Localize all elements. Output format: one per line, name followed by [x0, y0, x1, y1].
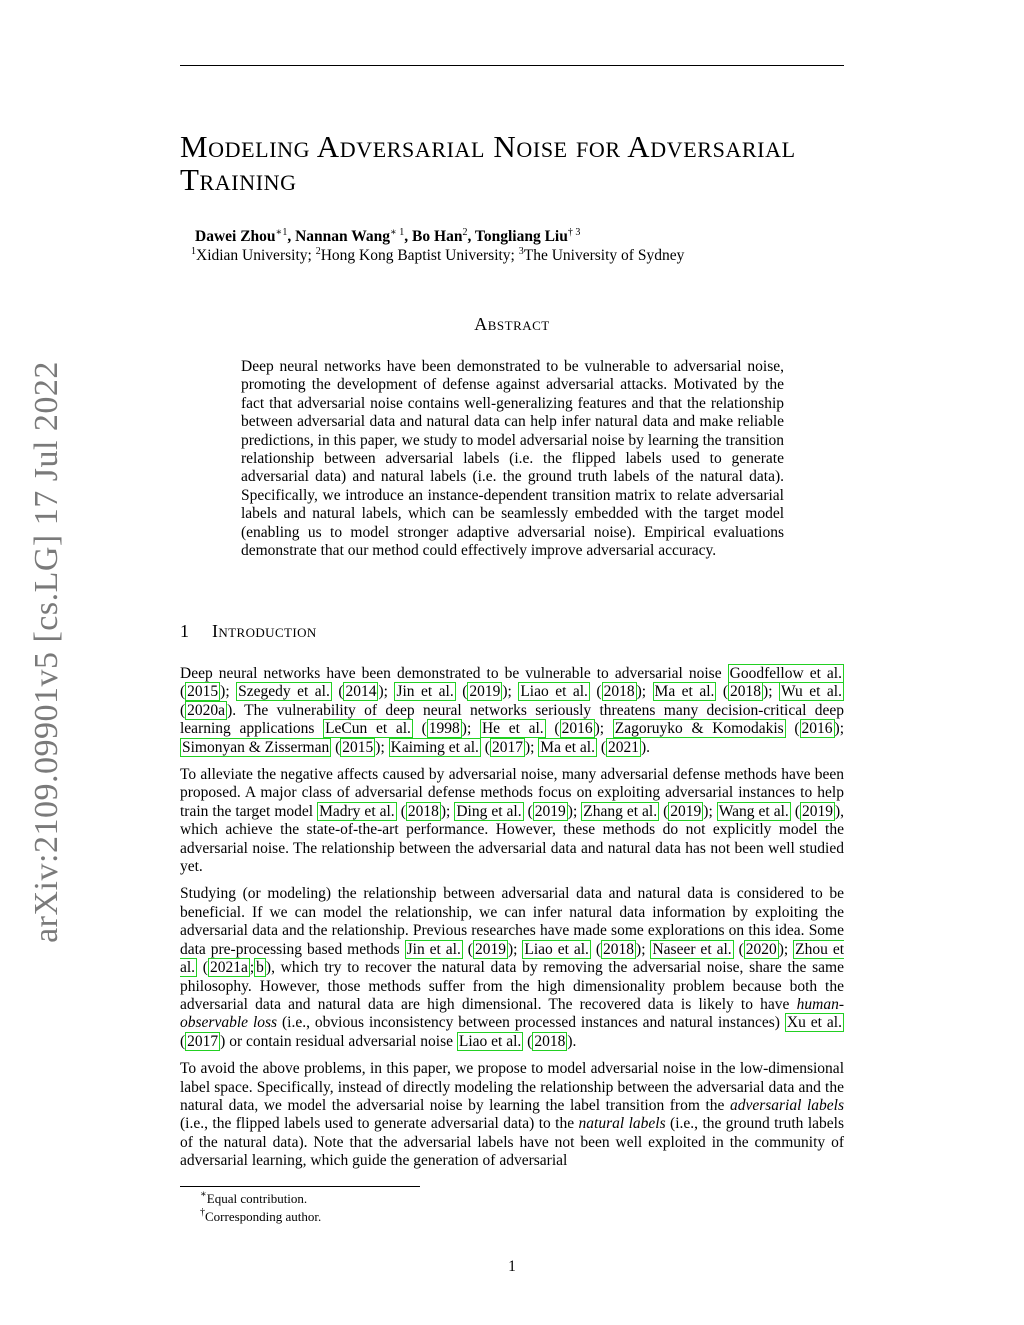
text-run: ); — [636, 683, 653, 701]
citation-link[interactable]: Zhou et al. — [180, 940, 845, 977]
page-number: 1 — [508, 1258, 516, 1275]
text-run: ( — [790, 802, 800, 820]
affiliation: The University of Sydney — [523, 247, 685, 264]
text-run: ); — [834, 720, 845, 738]
text-run: ( — [716, 683, 729, 701]
citation-link[interactable]: Ding et al. — [456, 802, 522, 820]
text-run: ); — [461, 720, 480, 738]
text-run: ( — [197, 959, 208, 977]
citation-link[interactable]: 2019 — [469, 683, 501, 701]
author-mark: 2 — [462, 227, 468, 238]
footnote — [200, 1208, 321, 1226]
text-run: ( — [480, 738, 490, 756]
affil-mark: 3 — [518, 246, 524, 257]
author: Bo Han — [412, 228, 463, 245]
text-run: ( — [785, 720, 800, 738]
text-run: ( — [331, 738, 341, 756]
author: Dawei Zhou — [195, 228, 276, 245]
text-run: ( — [462, 940, 473, 958]
citation-link[interactable]: He et al. — [481, 720, 544, 738]
text-run: ), which try to recover the natural data by removing the adversarial noise, share the same philosophy. However, those methods suffer from the high dimensionality problem because both the adversarial data and natural data are high dimensional. The recovered data is likely to have — [180, 959, 844, 1013]
text-run: ); — [524, 738, 539, 756]
citation-link[interactable]: 2021 — [608, 738, 639, 756]
footnote-text: Corresponding author. — [205, 1209, 322, 1224]
text-run: ); — [763, 683, 779, 701]
paragraph — [180, 766, 844, 876]
emphasis-text: adversarial labels — [729, 1096, 845, 1114]
text-run: ). — [567, 1032, 577, 1050]
citation-link[interactable]: b — [256, 959, 264, 977]
text-run: ), which achieve the state-of-the-art performance. However, these methods do not explicitly model the adversarial noise. The relationship between the adversarial data and natural data has not been well studied yet. — [180, 802, 845, 876]
text-run: ( — [523, 1032, 533, 1050]
text-run: ( — [180, 1032, 186, 1050]
citation-link[interactable]: Xu et al. — [786, 1014, 842, 1032]
text-run: ( — [396, 802, 406, 820]
citation-link[interactable]: 2015 — [187, 683, 219, 701]
citation-link[interactable]: Wu et al. — [781, 683, 842, 701]
citation-link[interactable]: 2019 — [474, 940, 506, 958]
footnote-mark: † — [200, 1207, 205, 1218]
text-run: ); — [567, 802, 582, 820]
citation-link[interactable]: 2018 — [603, 940, 635, 958]
citation-link[interactable]: Kaiming et al. — [390, 738, 479, 756]
text-run: ( — [590, 940, 602, 958]
citation-link[interactable]: 2018 — [603, 683, 635, 701]
text-run: ( — [412, 720, 427, 738]
text-run: (i.e., the flipped labels used to generate adversarial data) to the — [180, 1115, 579, 1133]
text-run: ( — [455, 683, 468, 701]
citation-link[interactable]: Zhang et al. — [583, 802, 658, 820]
text-run: ( — [545, 720, 560, 738]
text-run: Deep neural networks have been demonstrated to be vulnerable to adversarial noise — [180, 665, 728, 682]
paragraph — [180, 1060, 844, 1170]
citation-link[interactable]: 2018 — [534, 1032, 566, 1050]
section-title: Introduction — [212, 621, 317, 641]
abstract-text: Deep neural networks have been demonstrated to be vulnerable to adversarial noise, promoting the development of defense against adversarial attacks. Motivated by the fact that adversarial noise contains well-generalizing features and that the relationship between adversarial data and natural data can help infer natural data and make reliable predictions, in this paper, we study to model adversarial noise by learning the transition relationship between adversarial labels (i.e. the flipped labels used to generate adversarial data) and natural labels (i.e. the ground truth labels of the natural data). Specifically, we introduce an instance-dependent transition matrix to relate adversarial labels and natural labels, which can be seamlessly embedded with the target model (enabling us to model stronger adaptive adversarial noise). Empirical evaluations demonstrate that our method could effectively improve adversarial accuracy. — [241, 358, 784, 560]
citation-link[interactable]: Szegedy et al. — [238, 683, 330, 701]
citation-link[interactable]: Jin et al. — [396, 683, 454, 701]
citation-link[interactable]: Ma et al. — [540, 738, 595, 756]
affiliation: Xidian University; — [196, 247, 312, 264]
text-run: ). The vulnerability of deep neural networks seriously threatens many decision-critical deep learning applications — [180, 701, 844, 738]
citation-link[interactable]: 2020a — [187, 701, 226, 719]
citation-link[interactable]: 2017 — [491, 738, 523, 756]
author-mark: ∗ 1 — [390, 227, 405, 238]
abstract-heading: Abstract — [474, 314, 550, 334]
text-run: ( — [331, 683, 344, 701]
affiliation-list — [191, 247, 684, 265]
citation-link[interactable]: Wang et al. — [718, 802, 789, 820]
citation-link[interactable]: Goodfellow et al. — [729, 665, 842, 682]
paragraph — [180, 885, 844, 1051]
citation-link[interactable]: 1998 — [428, 720, 460, 738]
text-run: Studying (or modeling) the relationship between adversarial data and natural data is considered to be beneficial. If we can model the relationship, we can infer natural data information by exploiting the adversarial data and the relationship. Previous researches have made some explorations on this idea. Some data pre-processing based methods — [180, 885, 844, 958]
affil-mark: 1 — [191, 246, 196, 257]
emphasis-text: natural labels — [578, 1115, 666, 1133]
citation-link[interactable]: 2017 — [187, 1032, 219, 1050]
text-run: ); — [502, 683, 519, 701]
text-run: ) or contain residual adversarial noise — [220, 1032, 457, 1050]
citation-link[interactable]: 2014 — [345, 683, 377, 701]
author: Nannan Wang — [295, 228, 390, 245]
emphasis-text: human-observable loss — [180, 995, 844, 1032]
text-run: ); — [440, 802, 455, 820]
citation-link[interactable]: 2018 — [730, 683, 762, 701]
header-rule — [180, 65, 844, 66]
paragraph — [180, 665, 844, 757]
author: Tongliang Liu — [474, 228, 568, 245]
footnote-mark: ∗ — [200, 1189, 207, 1200]
body-text — [180, 665, 844, 1180]
paper-title: Modeling Adversarial Noise for Adversarial Training — [180, 129, 796, 197]
citation-link[interactable]: Liao et al. — [458, 1032, 522, 1050]
text-run: ); — [507, 940, 523, 958]
citation-link[interactable]: LeCun et al. — [325, 720, 411, 738]
affiliation: Hong Kong Baptist University; — [320, 247, 515, 264]
text-run: ); — [636, 940, 651, 958]
citation-link[interactable]: 2016 — [801, 720, 833, 738]
citation-link[interactable]: Madry et al. — [319, 802, 395, 820]
citation-link[interactable]: Simonyan & Zisserman — [182, 738, 330, 756]
text-run: ( — [659, 802, 669, 820]
citation-link[interactable]: 2016 — [561, 720, 593, 738]
affil-mark: 2 — [315, 246, 321, 257]
text-run: ( — [589, 683, 602, 701]
citation-link[interactable]: Liao et al. — [524, 940, 589, 958]
author-mark: † 3 — [567, 227, 581, 238]
citation-link[interactable]: 2020 — [745, 940, 777, 958]
citation-link[interactable]: 2019 — [534, 802, 566, 820]
citation-link[interactable]: 2019 — [670, 802, 702, 820]
citation-link[interactable]: 2021a — [209, 959, 248, 977]
text-run: ); — [378, 683, 395, 701]
text-run: ); — [220, 683, 237, 701]
citation-link[interactable]: 2015 — [342, 738, 374, 756]
text-run: ); — [375, 738, 389, 756]
arxiv-id: arXiv:2109.09901v5 [cs.LG] 17 Jul 2022 — [28, 361, 65, 943]
citation-link[interactable]: 2019 — [801, 802, 833, 820]
text-run: ( — [596, 738, 606, 756]
text-run: ( — [180, 683, 186, 701]
author-mark: ∗1 — [275, 227, 288, 238]
text-run: ; — [249, 959, 255, 977]
footnote — [200, 1190, 321, 1208]
citation-link[interactable]: Liao et al. — [520, 683, 588, 701]
text-run: ( — [180, 701, 186, 719]
section-heading — [180, 621, 317, 642]
text-run: To alleviate the negative affects caused by adversarial noise, many adversarial defense methods have been proposed. A major class of adversarial defense methods focus on exploiting adversarial instances to help train the target model — [180, 766, 844, 820]
section-number: 1 — [180, 621, 190, 641]
text-run: ); — [594, 720, 613, 738]
citation-link[interactable]: Jin et al. — [406, 940, 461, 958]
author-list: Dawei Zhou$^{∗1}$, Nannan Wang$^{∗ 1}$, Bo Han$^2$, Tongliang Liu$^{\dagger 3}$ — [195, 227, 581, 245]
citation-link[interactable]: Zagoruyko & Komodakis — [614, 720, 784, 738]
text-run: ( — [523, 802, 533, 820]
footnote-rule — [180, 1186, 420, 1187]
footnote-text: Equal contribution. — [206, 1191, 308, 1206]
footnotes — [200, 1190, 321, 1226]
citation-link[interactable]: 2018 — [407, 802, 439, 820]
citation-link[interactable]: Ma et al. — [654, 683, 715, 701]
text-run: ); — [703, 802, 717, 820]
text-run: ); — [778, 940, 794, 958]
text-run: (i.e., obvious inconsistency between processed instances and natural instances) — [277, 1014, 785, 1032]
text-run: To avoid the above problems, in this paper, we propose to model adversarial noise in the low-dimensional label space. Specifically, instead of directly modeling the relationship between the adversarial data and the natural data, we model the adversarial noise by learning the label transition from the — [180, 1060, 844, 1114]
text-run: ( — [733, 940, 744, 958]
citation-link[interactable]: Naseer et al. — [652, 940, 732, 958]
text-run: ). — [641, 738, 651, 756]
text-run: (i.e., the ground truth labels of the natural data). Note that the adversarial labels have not been well exploited in the community of adversarial learning, which guide the generation of adversarial — [180, 1115, 844, 1170]
